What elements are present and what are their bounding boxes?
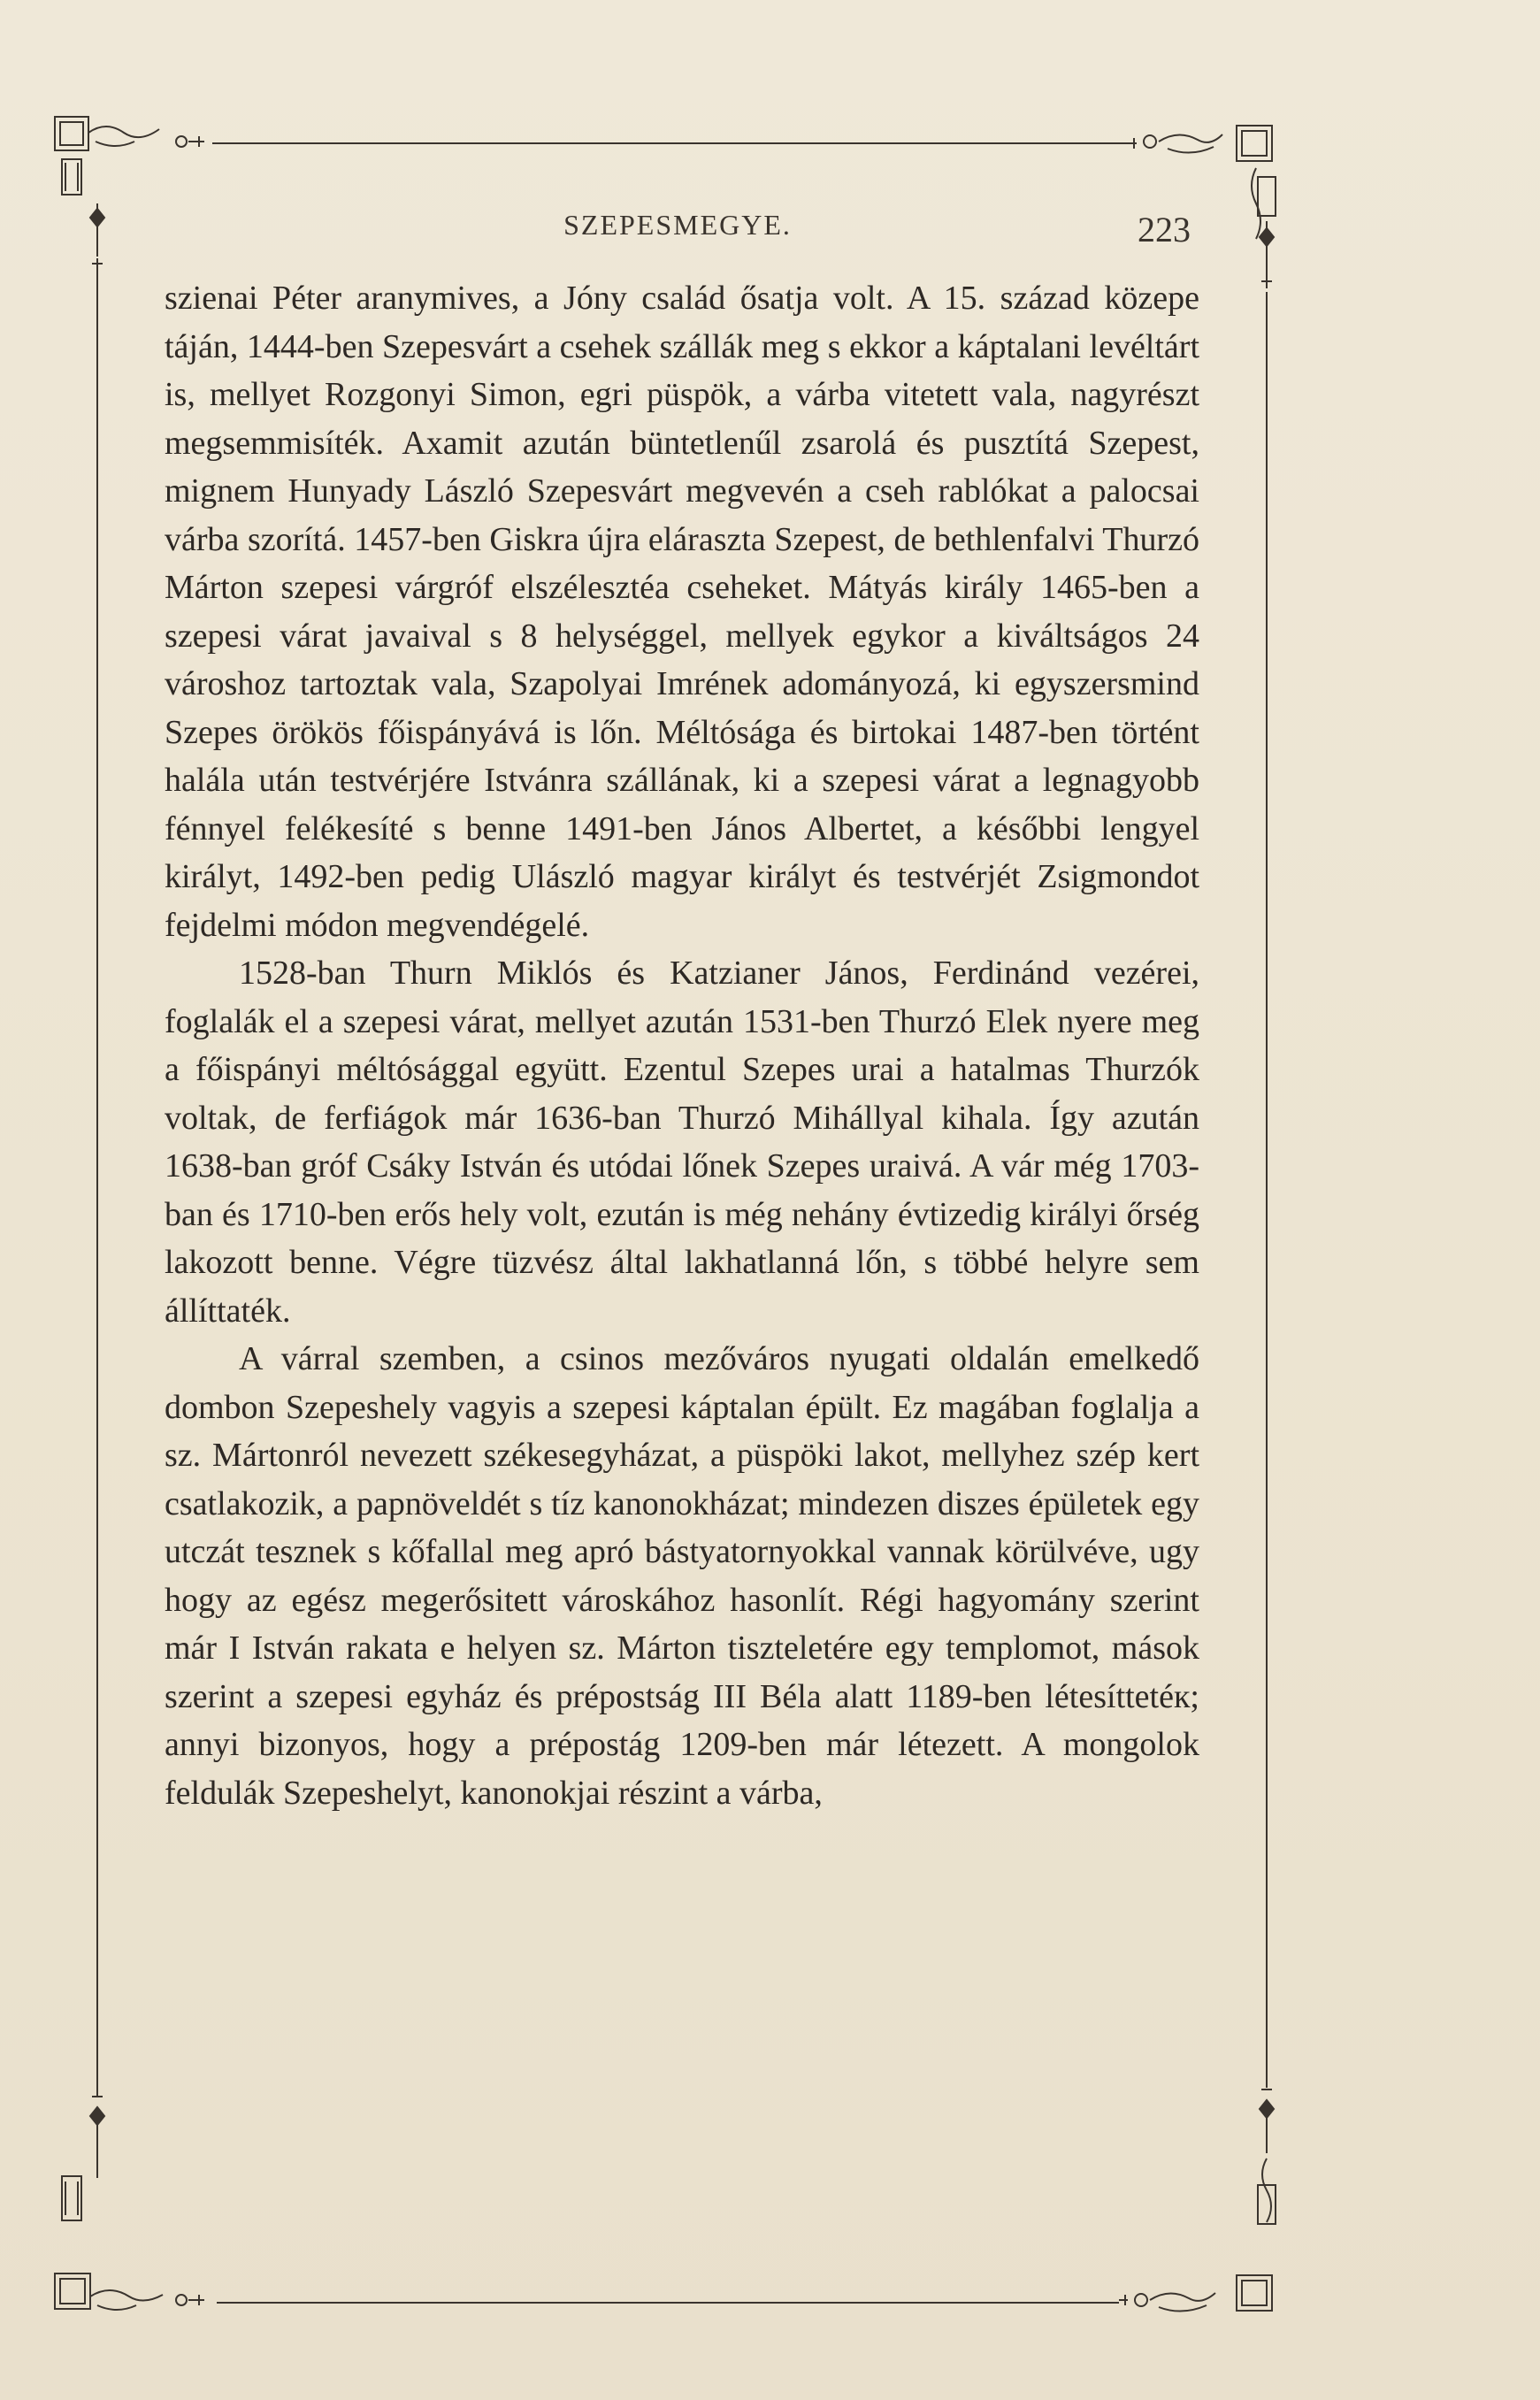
- paragraph-3: A várral szemben, a csinos mezőváros nyugati oldalán emelkedő dombon Szepeshely vagyis a szepesi káptalan épült. Ez magában foglalja a sz. Mártonról nevezett székesegyházat, a püspöki lakot, mellyhez szép kert csatlakozik, a papnöveldét s tíz kanonokházat; mindezen diszes épületek egy utczát tesznek s kőfallal meg apró bástyatornyokkal vannak körülvéve, ugy hogy az egész megerősitett városkához hasonlít. Régi hagyomány szerint már I István rakata e helyen sz. Márton tiszteletére egy templomot, mások szerint a szepesi egyház és prépostság III Béla alatt 1189-ben létesíttetéк; annyi bizonyos, hogy a prépostág 1209-ben már létezett. A mongolok feldulák Szepeshelyt, kanonokjai részint a várba,: [165, 1340, 1199, 1812]
- page-header: [165, 200, 1191, 262]
- paragraph-2: 1528-ban Thurn Miklós és Katzianer János, Ferdinánd vezérei, foglalák el a szepesi várat, mellyet azután 1531-ben Thurzó Elek nyere meg a főispányi méltósággal együtt. Ezentul Szepes urai a hatalmas Thurzók voltak, de ferfiágok már 1636-ban Thurzó Mihállyal kihala. Így azután 1638-ban gróf Csáky István és utódai lőnek Szepes uraivá. A vár még 1703-ban és 1710-ben erős hely volt, ezután is még nehány évtizedig királyi őrség lakozott benne. Végre tüzvész által lakhatlanná lőn, s többé helyre sem állíttaték.: [165, 955, 1199, 1330]
- body-text: [165, 274, 1199, 1817]
- paragraph-1: szienai Péter aranymives, a Jóny család ősatja volt. A 15. század közepe táján, 1444-ben Szepesvárt a csehek szállák meg s ekkor a káptalani levéltárt is, mellyet Rozgonyi Simon, egri püspök, a várba vitetett vala, nagyrészt megsemmisíték. Axamit azután büntetlenűl zsarolá és pusztítá Szepest, mignem Hunyady László Szepesvárt megvevén a cseh rablókat a palocsai várba szorítá. 1457-ben Giskra újra eláraszta Szepest, de bethlenfalvi Thurzó Márton szepesi várgróf elszélesztéa cseheket. Mátyás király 1465-ben a szepesi várat javaival s 8 helységgel, mellyek egykor a kiváltságos 24 városhoz tartoztak vala, Szapolyai Imrének adományozá, ki egyszersmind Szepes örökös főispányává is lőn. Méltósága és birtokai 1487-ben történt halála után testvérjére Istvánra szállának, ki a szepesi várat a legnagyobb fénnyel felékesíté s benne 1491-ben János Albertet, a későbbi lengyel királyt, 1492-ben pedig Ulászló magyar királyt és testvérjét Zsigmondot fejdelmi módon megvendégelé.: [165, 280, 1199, 944]
- page-number: 223: [1138, 210, 1191, 249]
- running-title: SZEPESMEGYE.: [563, 209, 792, 241]
- corner-ornament-bottom-left: [55, 2097, 204, 2310]
- corner-ornament-bottom-right: [1119, 2089, 1276, 2312]
